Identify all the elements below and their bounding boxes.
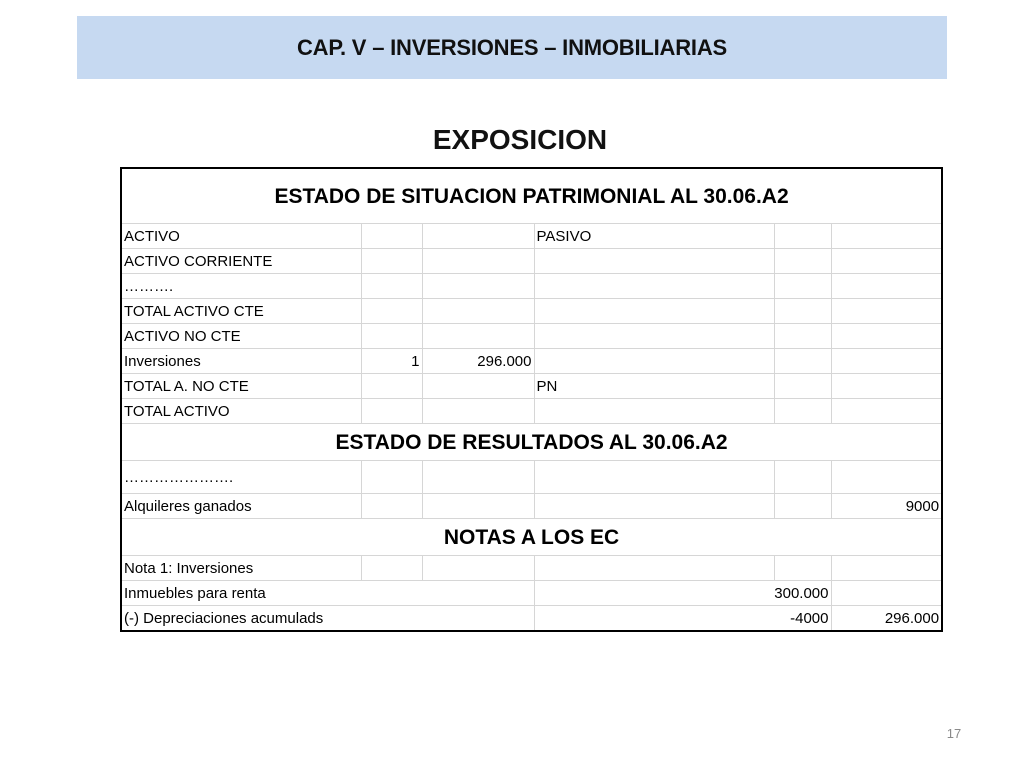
table-row <box>121 324 942 349</box>
inmuebles-label: Inmuebles para renta <box>121 581 534 606</box>
table-row <box>121 299 942 324</box>
nota1-label: Nota 1: Inversiones <box>121 556 361 581</box>
balance-title: ESTADO DE SITUACION PATRIMONIAL AL 30.06.A2 <box>121 168 942 224</box>
table-row <box>121 249 942 274</box>
table-row <box>121 374 942 399</box>
title-band <box>77 16 947 79</box>
notas-title: NOTAS A LOS EC <box>121 519 942 556</box>
depreciaciones-valor: -4000 <box>534 606 831 632</box>
pn-label: PN <box>534 374 774 399</box>
slide-title: CAP. V – INVERSIONES – INMOBILIARIAS <box>296 34 728 60</box>
resultados-header-row <box>121 424 942 461</box>
balance-header-row <box>121 168 942 224</box>
table-row <box>121 581 942 606</box>
table-row <box>121 606 942 632</box>
activo-corriente-label: ACTIVO CORRIENTE <box>121 249 361 274</box>
resultados-ellipsis: …………………. <box>121 461 361 494</box>
table-row <box>121 224 942 249</box>
pasivo-label: PASIVO <box>534 224 774 249</box>
table-row <box>121 494 942 519</box>
table-row <box>121 274 942 299</box>
page-number: 17 <box>946 726 962 741</box>
notas-header-row <box>121 519 942 556</box>
activo-no-cte-label: ACTIVO NO CTE <box>121 324 361 349</box>
alquileres-valor: 9000 <box>831 494 942 519</box>
table-row <box>121 349 942 374</box>
ellipsis-row-label: ………. <box>121 274 361 299</box>
alquileres-label: Alquileres ganados <box>121 494 361 519</box>
section-subtitle: EXPOSICION <box>432 124 608 155</box>
table-row <box>121 556 942 581</box>
spreadsheet-table <box>120 167 943 632</box>
inversiones-valor: 296.000 <box>422 349 534 374</box>
depreciaciones-label: (-) Depreciaciones acumulads <box>121 606 534 632</box>
activo-label: ACTIVO <box>121 224 361 249</box>
table-row <box>121 461 942 494</box>
neto-valor: 296.000 <box>831 606 942 632</box>
inmuebles-valor: 300.000 <box>534 581 831 606</box>
inversiones-nota: 1 <box>361 349 422 374</box>
total-a-no-cte-label: TOTAL A. NO CTE <box>121 374 361 399</box>
total-activo-label: TOTAL ACTIVO <box>121 399 361 424</box>
inversiones-label: Inversiones <box>121 349 361 374</box>
table-row <box>121 399 942 424</box>
resultados-title: ESTADO DE RESULTADOS AL 30.06.A2 <box>121 424 942 461</box>
total-activo-cte-label: TOTAL ACTIVO CTE <box>121 299 361 324</box>
